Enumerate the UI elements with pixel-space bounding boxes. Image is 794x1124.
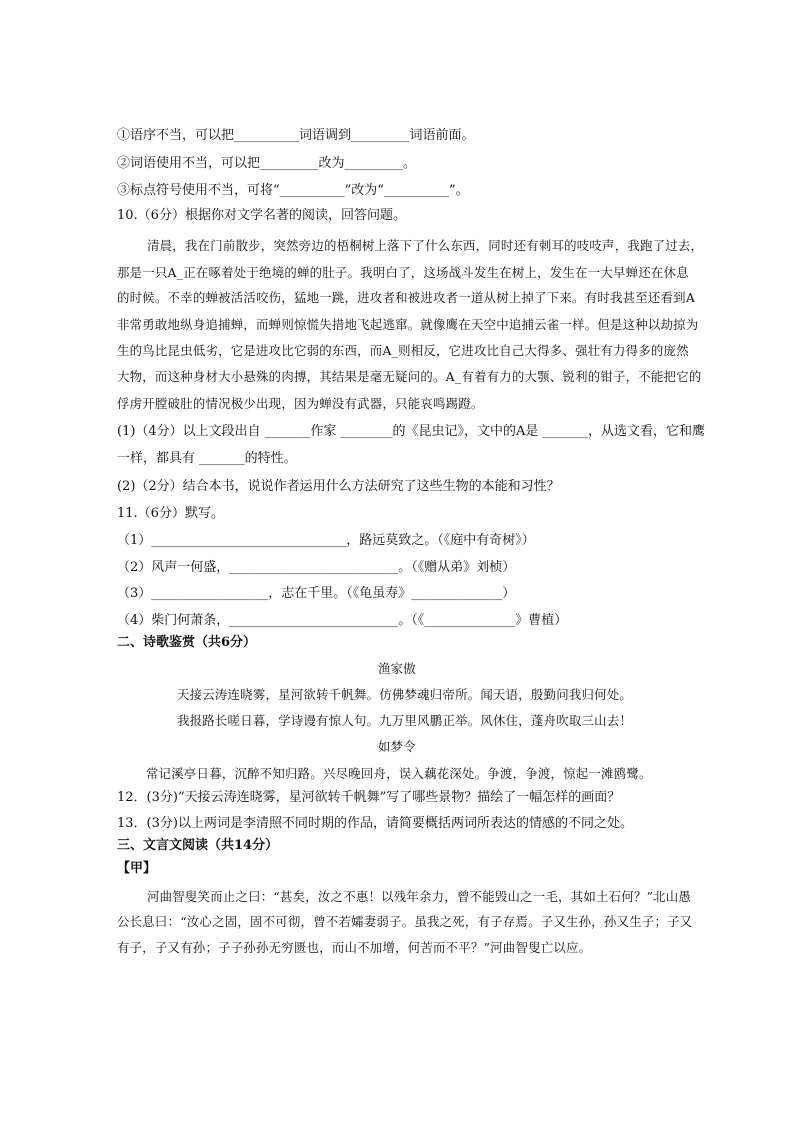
part-label-jia: 【甲】 — [117, 861, 157, 876]
q9-item-punctuation: ③标点符号使用不当，可将“__________”改为“__________”。 — [117, 183, 469, 198]
q10-passage-line: 生的鸟比昆虫低劣，它是进攻比它弱的东西，而A_则相反，它进攻比自己大得多、强壮有力得多的庞然 — [117, 343, 689, 358]
q9-item-word-order: ①语序不当，可以把__________词语调到_________词语前面。 — [117, 128, 475, 143]
poem1-line: 天接云涛连晓雾，星河欲转千帆舞。仿佛梦魂归帝所。闻天语，殷勤问我归何处。 — [177, 687, 633, 702]
q12: 12．(3分)“天接云涛连晓雾，星河欲转千帆舞”写了哪些景物？描绘了一幅怎样的画面？ — [117, 790, 621, 805]
q11-item: （3）__________________，志在千里。（《龟虽寿》______________） — [117, 586, 516, 601]
poem2-line: 常记溪亭日暮，沉醉不知归路。兴尽晚回舟，误入藕花深处。争渡，争渡，惊起一滩鸥鹭。 — [146, 766, 652, 781]
classical-passage-line: 河曲智叟笑而止之曰：“甚矣，汝之不惠！以残年余力，曾不能毁山之一毛，其如土石何？”北山愚 — [147, 889, 692, 904]
q10-passage-line: 那是一只A_正在啄着处于绝境的蝉的肚子。我明白了，这场战斗发生在树上，发生在一大早蝉还在休息 — [117, 265, 689, 280]
poem1-title: 渔家傲 — [378, 661, 416, 676]
q10-title: 10.（6分）根据你对文学名著的阅读，回答问题。 — [117, 208, 406, 223]
q11-item: （1）______________________________，路远莫致之。（《庭中有奇树》） — [117, 533, 535, 548]
q10-sub2: (2)（2分）结合本书，说说作者运用什么方法研究了这些生物的本能和习性？ — [117, 479, 560, 494]
q9-item-word-usage: ②词语使用不当，可以把_________改为_________。 — [117, 156, 417, 171]
q10-sub1-line2: 一样，都具有 _______的特性。 — [117, 451, 297, 466]
q13: 13．(3分)以上两词是李清照不同时期的作品，请简要概括两词所表达的情感的不同之处。 — [117, 816, 633, 831]
section3-heading: 三、文言文阅读（共14分） — [117, 838, 279, 853]
section2-heading: 二、诗歌鉴赏（共6分） — [117, 635, 257, 650]
q10-passage-line: 俘虏开膛破肚的情况极少出现，因为蝉没有武器，只能哀鸣踢蹬。 — [117, 396, 484, 411]
q11-title: 11.（6分）默写。 — [117, 506, 224, 521]
q10-sub1-line1: (1)（4分）以上文段出自 _______作家 ________的《昆虫记》，文中的A是 _______，从选文看，它和鹰 — [117, 424, 705, 439]
classical-passage-line: 有子，子又有孙；子子孙孙无穷匮也，而山不加增，何苦而不平？”河曲智叟亡以应。 — [117, 940, 592, 955]
q10-passage-line: 大物，而这种身材大小悬殊的肉搏，其结果是毫无疑问的。A_有着有力的大颚、锐利的钳子，不能把它的 — [117, 369, 702, 384]
q10-passage-line: 清晨，我在门前散步，突然旁边的梧桐树上落下了什么东西，同时还有刺耳的吱吱声，我跑了过去， — [147, 238, 704, 253]
q11-item: （2）风声一何盛，__________________________。（《赠从弟》刘桢） — [117, 560, 516, 575]
q11-item: （4）柴门何萧条，__________________________。（《______________》曹植） — [117, 613, 568, 628]
q10-passage-line: 非常勇敢地纵身追捕蝉，而蝉则惊慌失措地飞起逃窜。就像鹰在天空中追捕云雀一样。但是这种以劫掠为 — [117, 317, 699, 332]
classical-passage-line: 公长息曰：“汝心之固，固不可彻，曾不若孀妻弱子。虽我之死，有子存焉。子又生孙，孙又生子；子又 — [117, 914, 693, 929]
poem2-title: 如梦令 — [378, 739, 416, 754]
poem1-line: 我报路长嗟日暮，学诗谩有惊人句。九万里风鹏正举。风休住，蓬舟吹取三山去！ — [177, 713, 633, 728]
q10-passage-line: 的时候。不幸的蝉被活活咬伤，猛地一跳，进攻者和被进攻者一道从树上掉了下来。有时我甚至还看到A — [117, 290, 696, 305]
